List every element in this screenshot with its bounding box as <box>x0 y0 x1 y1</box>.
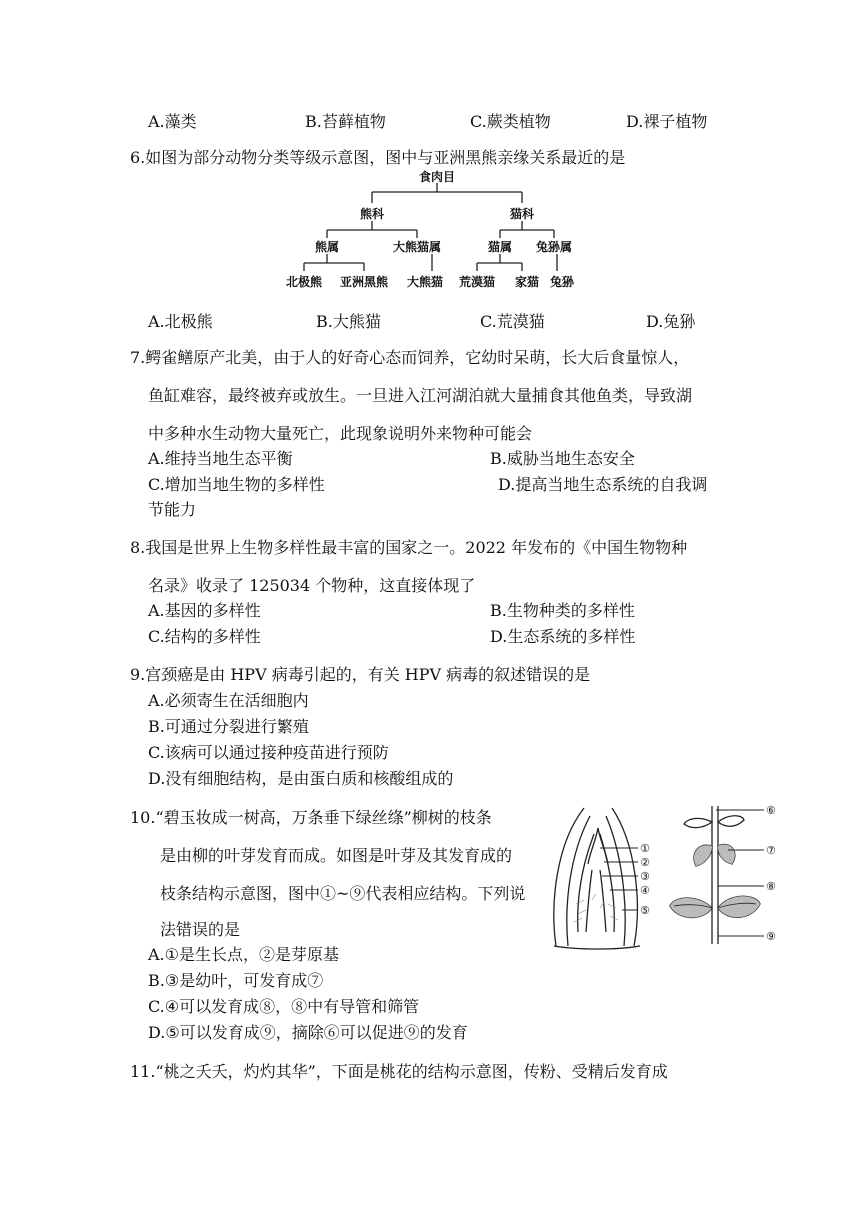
tree-node-genus: 兔狲属 <box>535 240 573 254</box>
tree-node-species: 荒漠猫 <box>458 275 496 289</box>
q10-option-d: D.⑤可以发育成⑨，摘除⑥可以促进⑨的发育 <box>148 1023 468 1042</box>
label-2: ② <box>640 856 650 869</box>
q8-stem-line: 名录》收录了 125034 个物种，这直接体现了 <box>148 576 476 595</box>
q7-stem-line: 7.鳄雀鳝原产北美，由于人的好奇心态而饲养，它幼时呆萌，长大后食量惊人， <box>130 348 690 367</box>
q9-stem: 9.宫颈癌是由 HPV 病毒引起的，有关 HPV 病毒的叙述错误的是 <box>130 665 591 684</box>
label-3: ③ <box>640 870 650 883</box>
q10-stem-line: 法错误的是 <box>160 920 241 939</box>
q5-option-d: D.裸子植物 <box>626 112 708 131</box>
q6-option-a: A.北极熊 <box>148 312 213 331</box>
label-1: ① <box>640 842 650 855</box>
q11-stem: 11.“桃之夭夭，灼灼其华”，下面是桃花的结构示意图，传粉、受精后发育成 <box>130 1062 668 1081</box>
q5-option-b: B.苔藓植物 <box>305 112 386 131</box>
q8-stem-line: 8.我国是世界上生物多样性最丰富的国家之一。2022 年发布的《中国生物物种 <box>130 538 688 557</box>
q7-stem-line: 中多种水生动物大量死亡，此现象说明外来物种可能会 <box>148 424 533 443</box>
q7-option-a: A.维持当地生态平衡 <box>148 449 293 468</box>
branch-diagram <box>668 800 793 950</box>
q7-option-d-continued: 节能力 <box>148 500 197 519</box>
classification-tree-diagram <box>282 170 602 295</box>
q10-option-a: A.①是生长点，②是芽原基 <box>148 945 339 964</box>
q7-option-c: C.增加当地生物的多样性 <box>148 475 325 494</box>
q9-option-c: C.该病可以通过接种疫苗进行预防 <box>148 743 389 762</box>
tree-node-genus: 熊属 <box>314 240 340 254</box>
q6-option-d: D.兔狲 <box>646 312 696 331</box>
tree-node-species: 大熊猫 <box>406 275 444 289</box>
q5-option-c: C.蕨类植物 <box>470 112 551 131</box>
q10-stem-line: 10.“碧玉妆成一树高，万条垂下绿丝绦”柳树的枝条 <box>130 808 492 827</box>
label-6: ⑥ <box>766 804 776 817</box>
leaf-bud-diagram <box>548 804 663 952</box>
tree-node-species: 家猫 <box>514 275 540 289</box>
q9-option-d: D.没有细胞结构，是由蛋白质和核酸组成的 <box>148 769 454 788</box>
q10-option-b: B.③是幼叶，可发育成⑦ <box>148 971 324 990</box>
q7-option-b: B.威胁当地生态安全 <box>490 449 635 468</box>
q7-stem-line: 鱼缸难容，最终被弃或放生。一旦进入江河湖泊就大量捕食其他鱼类，导致湖 <box>148 386 693 405</box>
q10-stem-line: 是由柳的叶芽发育而成。如图是叶芽及其发育成的 <box>160 846 513 865</box>
tree-node-species: 北极熊 <box>285 275 323 289</box>
q9-option-a: A.必须寄生在活细胞内 <box>148 691 309 710</box>
q5-option-a: A.藻类 <box>148 112 197 131</box>
q8-option-b: B.生物种类的多样性 <box>490 601 635 620</box>
q8-option-d: D.生态系统的多样性 <box>490 627 636 646</box>
label-7: ⑦ <box>766 844 776 857</box>
q7-option-d: D.提高当地生态系统的自我调 <box>498 475 708 494</box>
q10-option-c: C.④可以发育成⑧，⑧中有导管和筛管 <box>148 997 420 1016</box>
q6-option-b: B.大熊猫 <box>316 312 381 331</box>
label-5: ⑤ <box>640 904 650 917</box>
q8-option-c: C.结构的多样性 <box>148 627 261 646</box>
tree-node-genus: 猫属 <box>487 240 513 254</box>
q6-option-c: C.荒漠猫 <box>480 312 545 331</box>
tree-node-root: 食肉目 <box>418 170 456 184</box>
tree-node-family: 猫科 <box>509 207 535 221</box>
tree-node-family: 熊科 <box>359 207 385 221</box>
tree-node-genus: 大熊猫属 <box>392 240 442 254</box>
q9-option-b: B.可通过分裂进行繁殖 <box>148 717 309 736</box>
q8-option-a: A.基因的多样性 <box>148 601 261 620</box>
q10-stem-line: 枝条结构示意图，图中①~⑨代表相应结构。下列说 <box>160 884 526 903</box>
tree-node-species: 兔狲 <box>549 275 575 289</box>
label-8: ⑧ <box>766 880 776 893</box>
label-4: ④ <box>640 884 650 897</box>
tree-node-species: 亚洲黑熊 <box>339 275 389 289</box>
q6-stem: 6.如图为部分动物分类等级示意图，图中与亚洲黑熊亲缘关系最近的是 <box>130 148 626 167</box>
label-9: ⑨ <box>766 930 776 943</box>
